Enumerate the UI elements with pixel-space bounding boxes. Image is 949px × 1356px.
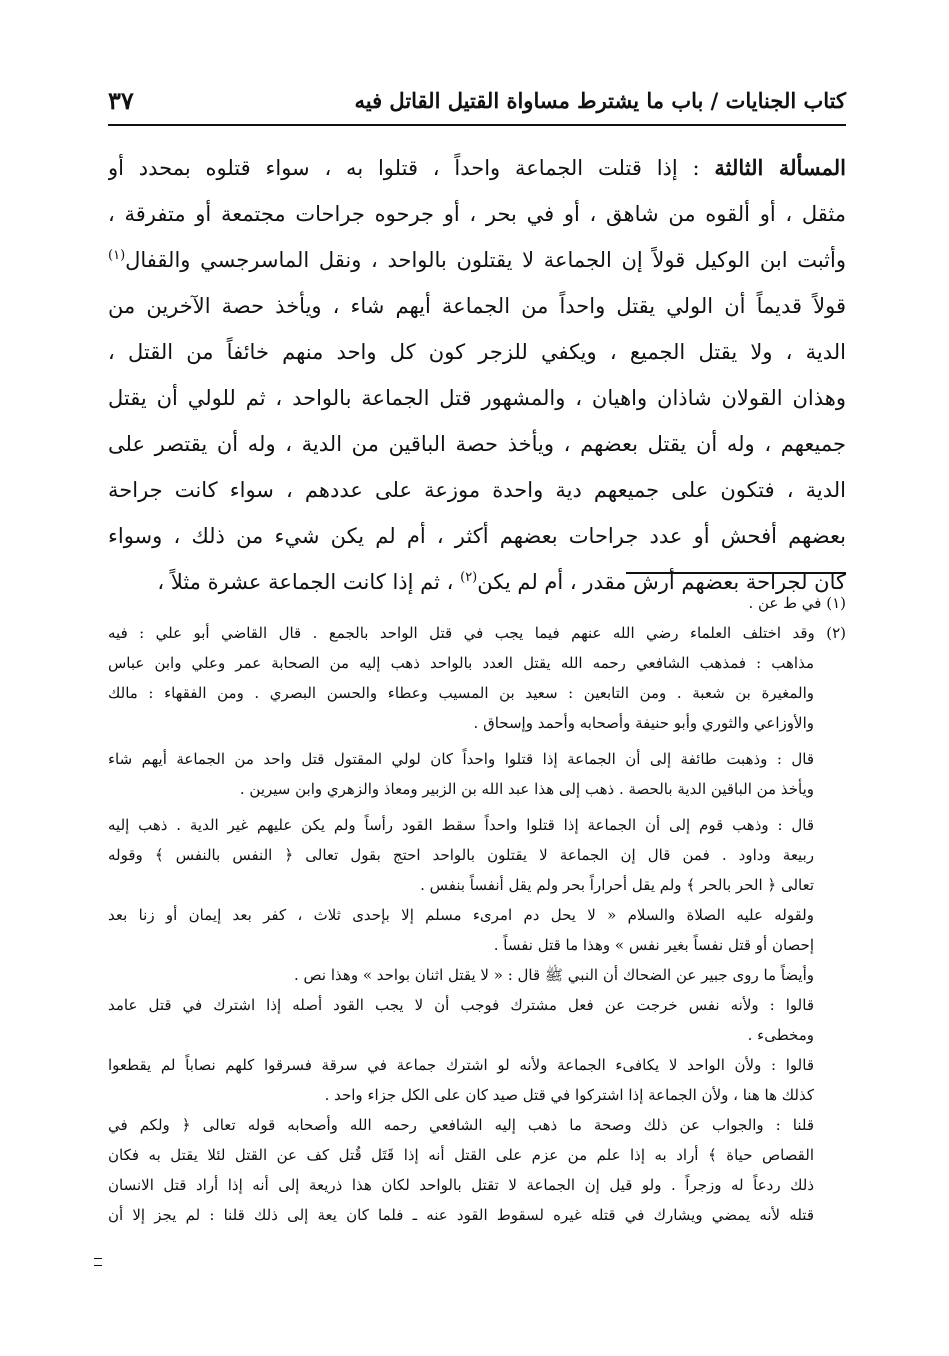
page-number: ٣٧ [108, 86, 134, 115]
footnote-2-line: مذاهب : فمذهب الشافعي رحمه الله يقتل العدد بالواحد ذهب إليه من الصحابة عمر وعلي وابن عباس [108, 654, 814, 672]
footnote-ref-1: (١) [108, 248, 126, 263]
footnote-2-line: قال : وذهب قوم إلى أن الجماعة إذا قتلوا واحداً سقط القود رأساً ولم يكن عليهم غير الدية . ذهب إليه [108, 816, 814, 834]
footnote-2-line: إحصان أو قتل نفساً بغير نفس » وهذا ما قتل نفساً . [493, 936, 814, 954]
footnote-separator [626, 572, 846, 574]
text-line: الدية ، فتكون على جميعهم دية واحدة موزعة على عددهم ، سواء كانت جراحة [108, 478, 846, 502]
text-line: وأثبت ابن الوكيل قولاً إن الجماعة لا يقتلون بالواحد ، ونقل الماسرجسي والقفال$^{(١)}$ [108, 248, 846, 272]
footnote-2-line: كذلك ها هنا ، ولأن الجماعة إذا اشتركوا في قتل صيد كان على الكل جزاء واحد . [324, 1086, 814, 1104]
text-line: وهذان القولان شاذان واهيان ، والمشهور قتل الجماعة بالواحد ، ثم للولي أن يقتل [108, 386, 846, 410]
footnote-2-line: والمغيرة بن شعبة . ومن التابعين : سعيد بن المسيب وعطاء والحسن البصري . ومن الفقهاء : مالك [108, 684, 814, 702]
footnote-2-line: (٢) وقد اختلف العلماء رضي الله عنهم فيما يجب في قتل الواحد بالجمع . قال القاضي أبو علي : فيه [108, 624, 846, 642]
footnote-2-line: ذلك ردعاً له وزجراً . ولو قيل إن الجماعة لا تقتل بالواحد لكان هذا ذريعة إلى أنه إذا أراد قتل الانسان [108, 1176, 814, 1194]
footnote-2-line: ولقوله عليه الصلاة والسلام « لا يحل دم امرىء مسلم إلا بإحدى ثلاث ، كفر بعد إيمان أو زنا بعد [108, 906, 814, 924]
issue-heading: المسألة الثالثة [714, 155, 846, 180]
margin-mark [94, 1258, 102, 1266]
text-line: كان لجراحة بعضهم أرش مقدر ، أم لم يكن$^{(٢)}$ ، ثم إذا كانت الجماعة عشرة مثلاً ، [157, 570, 846, 594]
running-header [108, 82, 846, 122]
footnote-2-line: والأوزاعي والثوري وأبو حنيفة وأصحابه وأحمد وإسحاق . [473, 714, 814, 732]
footnote-ref-2: (٢) [460, 570, 478, 585]
footnotes [108, 588, 846, 1230]
text-line: الدية ، ولا يقتل الجميع ، ويكفي للزجر كون كل واحد منهم خائفاً من القتل ، [108, 340, 846, 364]
main-text [108, 145, 846, 605]
footnote-1: (١) في ط عن . [748, 594, 846, 612]
footnote-2-line: ربيعة وداود . فمن قال إن الجماعة لا يقتلون بالواحد احتج بقول تعالى ﴿ النفس بالنفس ﴾ وقوله [108, 846, 814, 864]
footnote-2-line: القصاص حياة ﴾ أراد به إذا علم من عزم على القتل أنه إذا قَتَل قُتل كف عن القتل لئلا يقتل به فكان [108, 1146, 814, 1164]
footnote-2-line: قلنا : والجواب عن ذلك وصحة ما ذهب إليه الشافعي رحمه الله وأصحابه قوله تعالى ﴿ ولكم في [108, 1116, 814, 1134]
chapter-title: كتاب الجنايات / باب ما يشترط مساواة القتيل القاتل فيه [354, 88, 846, 113]
footnote-2-line: ومخطىء . [747, 1026, 814, 1044]
text-line: جميعهم ، وله أن يقتل بعضهم ، ويأخذ حصة الباقين من الدية ، وله أن يقتصر على [108, 432, 846, 456]
footnote-2-line: وأيضاً ما روى جبير عن الضحاك أن النبي ﷺ قال : « لا يقتل اثنان بواحد » وهذا نص . [294, 966, 814, 984]
footnote-2-line: قال : وذهبت طائفة إلى أن الجماعة إذا قتلوا واحداً كان لولي المقتول قتل واحد من الجماعة أيهم شاء [108, 750, 814, 768]
text-line: المسألة الثالثة : إذا قتلت الجماعة واحداً ، قتلوا به ، سواء قتلوه بمحدد أو [108, 155, 846, 180]
text-line: قولاً قديماً أن الولي يقتل واحداً من الجماعة أيهم شاء ، ويأخذ حصة الآخرين من [108, 294, 846, 318]
text-line: مثقل ، أو ألقوه من شاهق ، أو في بحر ، أو جرحوه جراحات مجتمعة أو متفرقة ، [108, 202, 846, 226]
footnote-2-line: قالوا : ولأن الواحد لا يكافىء الجماعة ولأنه لو اشترك جماعة في سرقة فسرقوا كلهم نصاباً لم يقطعوا [108, 1056, 814, 1074]
footnote-2-line: تعالى ﴿ الحر بالحر ﴾ ولم يقل أحراراً بحر ولم يقل أنفساً بنفس . [420, 876, 814, 894]
footnote-2-line: ويأخذ من الباقين الدية بالحصة . ذهب إلى هذا عبد الله بن الزبير ومعاذ والزهري وابن سيرين . [239, 780, 814, 798]
header-divider [108, 124, 846, 126]
footnote-2-line: قالوا : ولأنه نفس خرجت عن فعل مشترك فوجب أن لا يجب القود أصله إذا اشترك في قتل عامد [108, 996, 814, 1014]
footnote-2-line: قتله لأنه يمضي ويشارك في قتله غيره لسقوط القود عنه ـ فلما كان يعة إلى ذلك قلنا : لم يجز إلا أن [108, 1206, 814, 1224]
text-line: بعضهم أفحش أو عدد جراحات بعضهم أكثر ، أم لم يكن شيء من ذلك ، وسواء [108, 524, 846, 548]
